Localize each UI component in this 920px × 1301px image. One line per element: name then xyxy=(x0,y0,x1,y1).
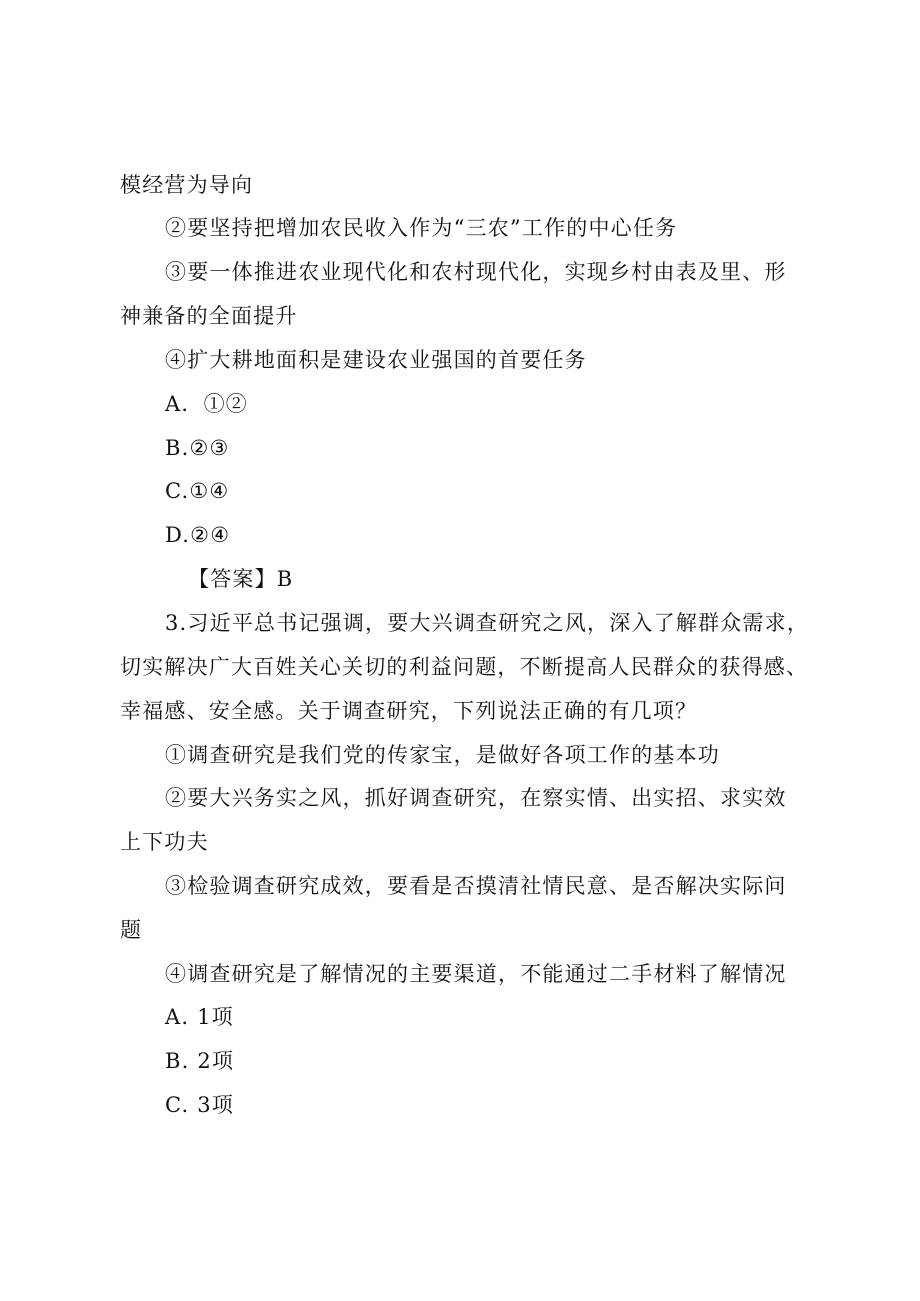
question-3-option-b: B. 2项 xyxy=(165,1049,235,1073)
question-2-statement-2: ②要坚持把增加农民收入作为“三农”工作的中心任务 xyxy=(165,216,678,240)
question-3-stem-line-3: 幸福感、安全感。关于调查研究，下列说法正确的有几项？ xyxy=(120,699,698,723)
question-2-stem-end: 模经营为导向 xyxy=(120,173,254,197)
question-2-statement-3-continuation: 神兼备的全面提升 xyxy=(120,304,298,328)
question-2-option-c: C.①④ xyxy=(165,479,230,503)
question-3-option-a: A. 1项 xyxy=(165,1005,234,1029)
question-2-option-b: B.②③ xyxy=(165,436,230,460)
question-2-option-a: A．①② xyxy=(165,392,248,416)
question-2-option-d: D.②④ xyxy=(165,523,231,547)
question-2-answer: 【答案】B xyxy=(188,567,294,591)
question-2-statement-3: ③要一体推进农业现代化和农村现代化，实现乡村由表及里、形 xyxy=(165,260,787,284)
question-3-stem-line-1: 3.习近平总书记强调，要大兴调查研究之风，深入了解群众需求， xyxy=(165,611,810,635)
question-3-option-c: C. 3项 xyxy=(165,1093,235,1117)
question-2-statement-4: ④扩大耕地面积是建设农业强国的首要任务 xyxy=(165,348,587,372)
question-3-statement-1: ①调查研究是我们党的传家宝，是做好各项工作的基本功 xyxy=(165,743,720,767)
question-3-statement-2: ②要大兴务实之风，抓好调查研究，在察实情、出实招、求实效 xyxy=(165,786,787,810)
question-3-statement-3: ③检验调查研究成效，要看是否摸清社情民意、是否解决实际问 xyxy=(165,874,787,898)
question-3-statement-4: ④调查研究是了解情况的主要渠道，不能通过二手材料了解情况 xyxy=(165,962,787,986)
question-3-statement-2-continuation: 上下功夫 xyxy=(120,830,209,854)
question-3-statement-3-continuation: 题 xyxy=(120,918,143,942)
question-3-stem-line-2: 切实解决广大百姓关心关切的利益问题，不断提高人民群众的获得感、 xyxy=(120,655,809,679)
